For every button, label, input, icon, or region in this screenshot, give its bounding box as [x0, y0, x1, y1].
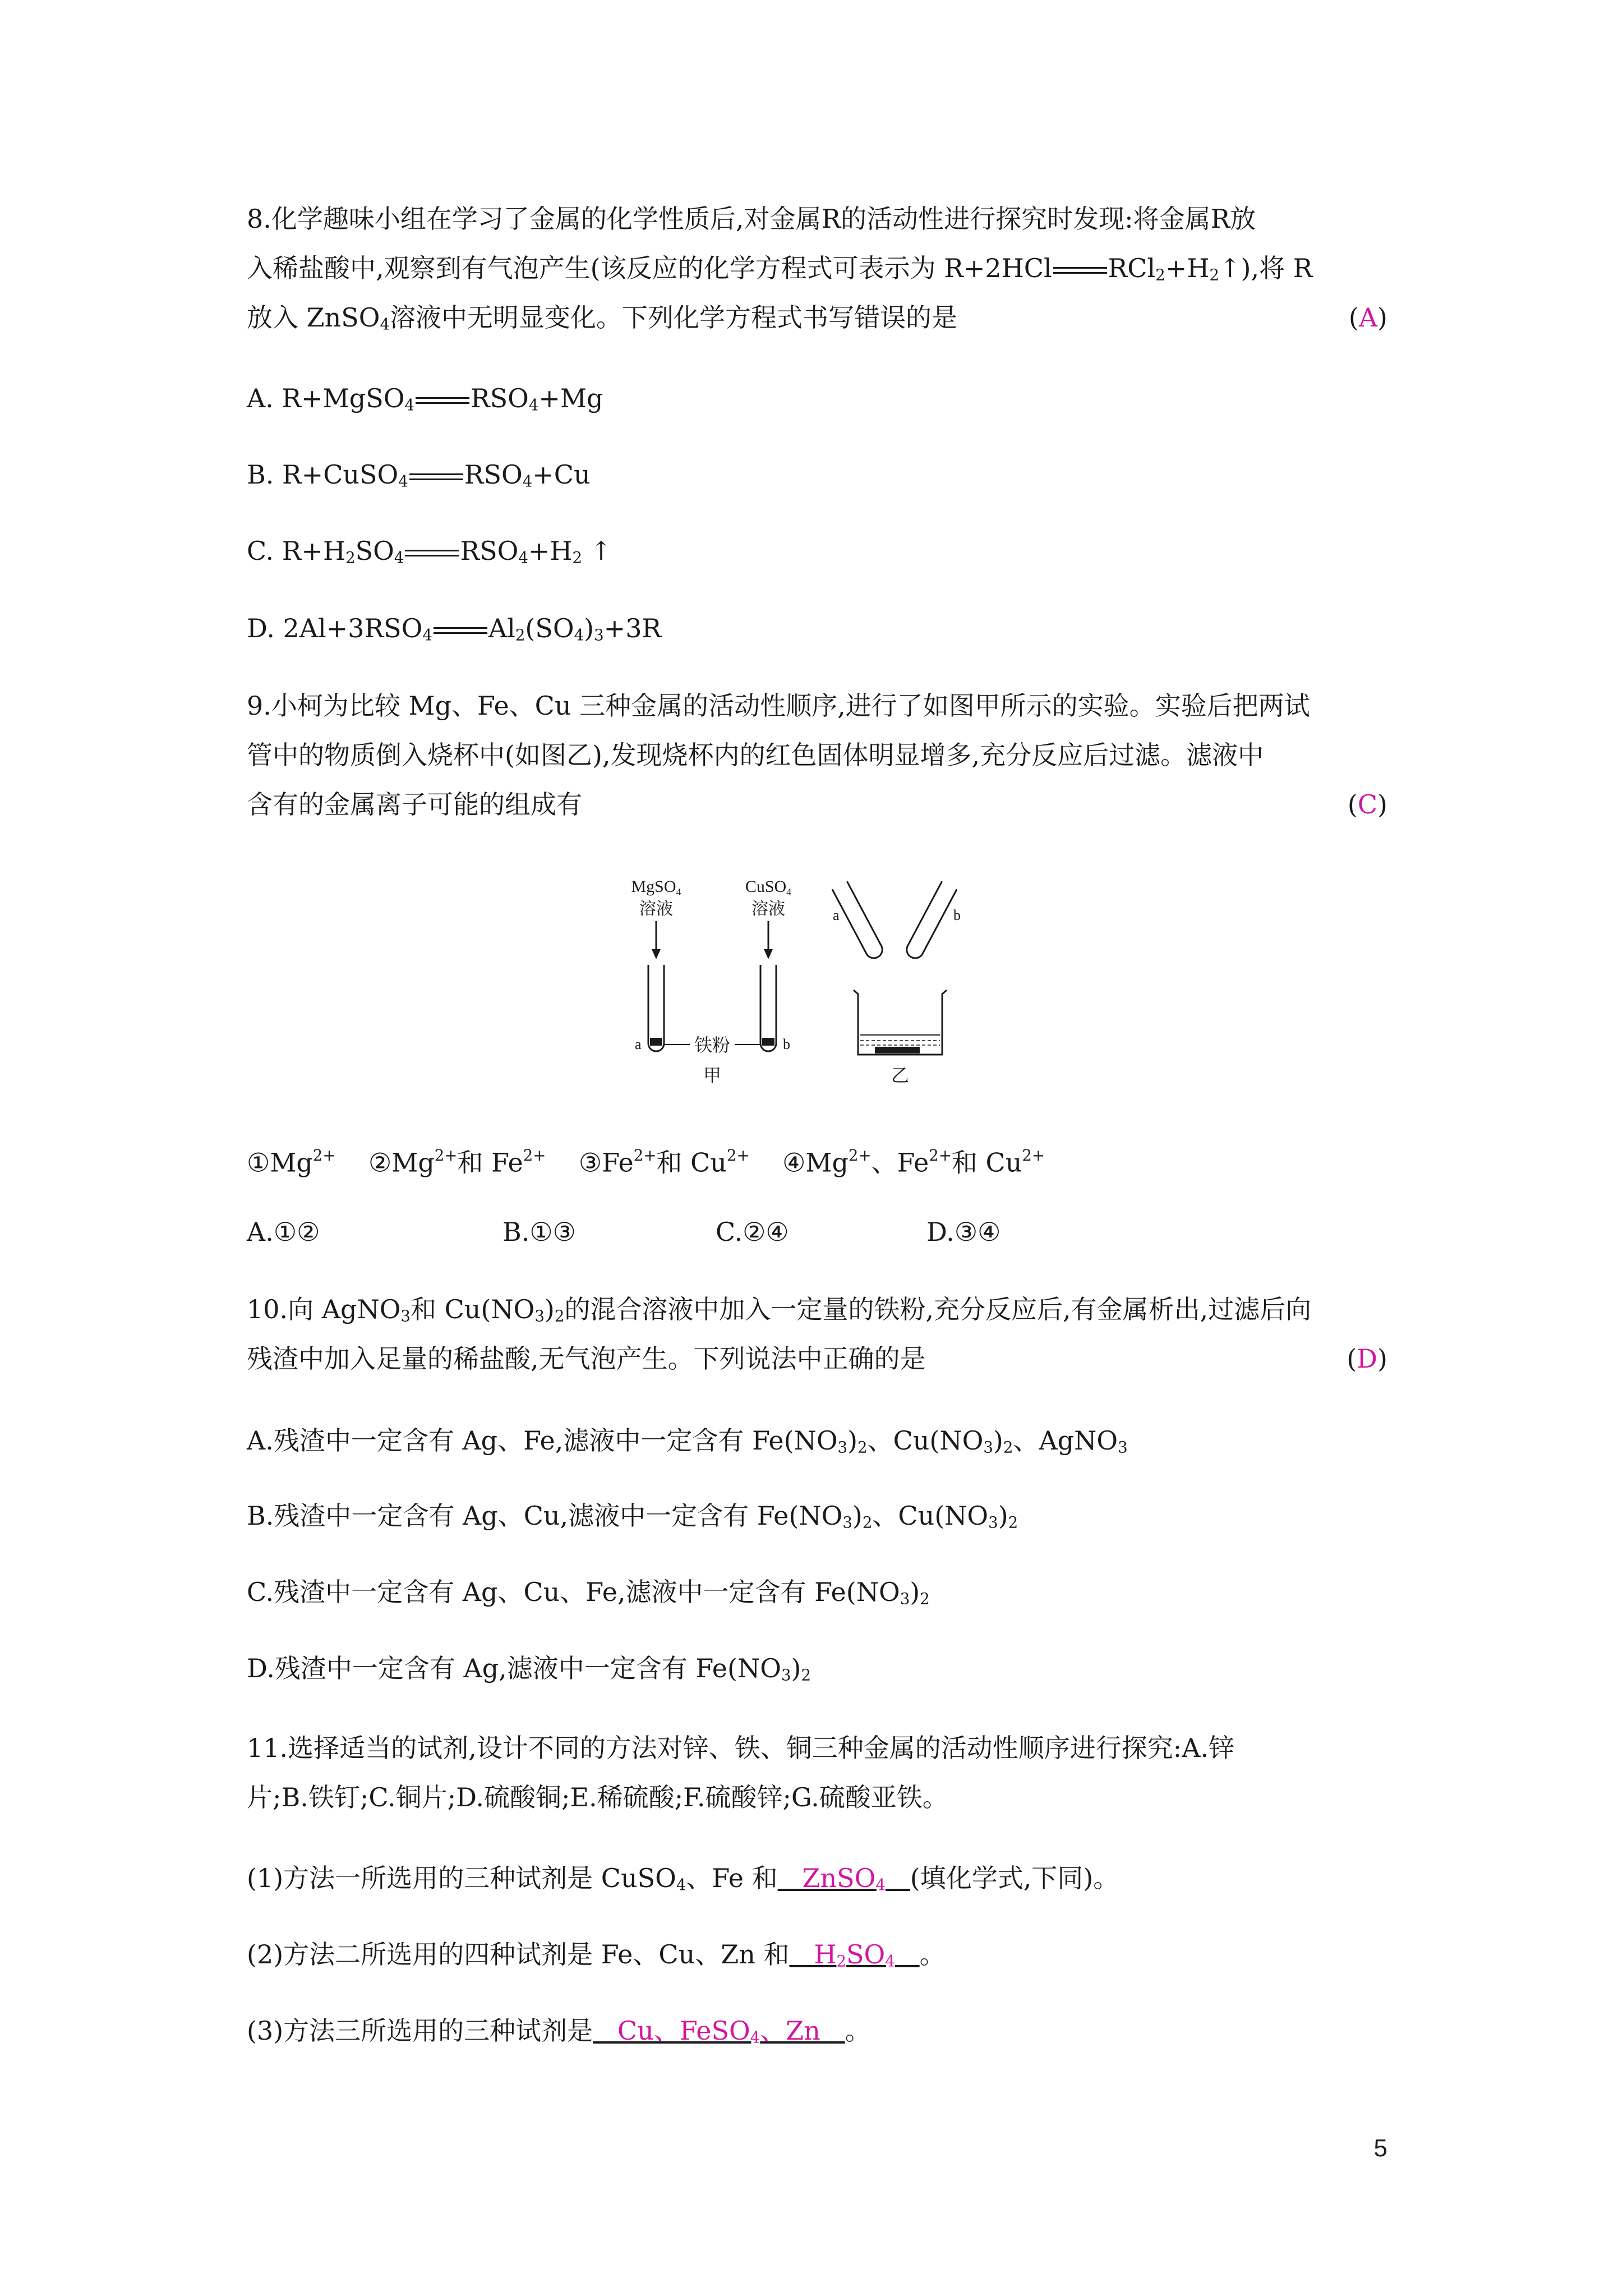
q8-optD-part4: ) — [584, 613, 594, 643]
q10-answer-letter: D — [1357, 1343, 1378, 1374]
q10-line2: 残渣中加入足量的稀盐酸,无气泡产生。下列说法中正确的是 — [247, 1343, 926, 1374]
q9-line3: 含有的金属离子可能的组成有 — [247, 789, 582, 820]
q10-option-a: A.残渣中一定含有 Ag、Fe,滤液中一定含有 $Fe(NO_3)_2$、$Cu(NO_3)_2$、AgNO$_3$ — [247, 1425, 1128, 1457]
q8-option-c: C. $R+H_2SO_4$ $RSO_4+H_2$ ↑ — [247, 536, 612, 567]
combo-4: ④Mg — [782, 1147, 849, 1178]
label-left-solution: 溶液 — [639, 900, 673, 918]
q10-optB-cu: 、Cu(NO — [872, 1501, 989, 1531]
q8-line3-rest: 溶液中无明显变化。下列化学方程式书写错误的是 — [390, 302, 957, 333]
combo-2-rest: 和 Fe — [457, 1147, 523, 1178]
combo-1: ①Mg — [247, 1147, 313, 1178]
q11-p2-text: (2)方法二所选用的四种试剂是 Fe、Cu、Zn 和 — [247, 1939, 790, 1970]
tilted-tube-b — [904, 881, 957, 961]
q10-option-d: D.残渣中一定含有 Ag,滤液中一定含有 $Fe(NO_3)_2$ — [247, 1653, 811, 1685]
q8-optC-part2: SO — [355, 536, 394, 566]
q8-answer: (A) — [1348, 302, 1387, 333]
q8-line2-h: +H — [1165, 253, 1210, 283]
q11-part1: (1)方法一所选用的三种试剂是 CuSO$_4$、Fe 和 ZnSO$_4$ (填化学式,下同)。 — [247, 1863, 1119, 1894]
label-mgso4: MgSO$_4$ — [631, 877, 681, 898]
q11-p1-fe: 、Fe 和 — [686, 1863, 778, 1893]
q10-line1-d: 的混合溶液中加入一定量的铁粉,充分反应后,有金属析出,过滤后向 — [564, 1294, 1312, 1324]
red-solid — [875, 1047, 920, 1053]
q9-option-d: D.③④ — [926, 1217, 1001, 1247]
q8-line3: 放入 ZnSO$_4$溶液中无明显变化。下列化学方程式书写错误的是 — [247, 302, 957, 334]
label-a: a — [635, 1036, 642, 1052]
q9-line2: 管中的物质倒入烧杯中(如图乙),发现烧杯内的红色固体明显增多,充分反应后过滤。滤液中 — [247, 740, 1264, 770]
q8-optA-part1: A. R+MgSO — [247, 383, 405, 413]
arrow-down-icon — [652, 949, 661, 959]
q11-part2 — [247, 1938, 1387, 1978]
q8-line3-text: 放入 ZnSO — [247, 302, 380, 333]
q8-optD-part3: (SO — [525, 613, 574, 643]
q8-option-d: D. $2Al+3RSO_4$ $Al_2(SO_4)_3+3R$ — [247, 613, 662, 645]
label-cuso4: CuSO$_4$ — [745, 877, 792, 898]
q8-line2: 入稀盐酸中,观察到有气泡产生(该反应的化学方程式可表示为 R+2HCl $RCl_2+H_2↑$),将 R — [247, 253, 1313, 284]
q11-p2-end: 。 — [919, 1939, 946, 1970]
q10-line1-a: 10.向 AgNO — [247, 1294, 401, 1324]
combo-4-fe: 、Fe — [871, 1147, 929, 1178]
label-tilted-a: a — [833, 907, 840, 923]
combo-2: ②Mg — [368, 1147, 435, 1178]
q8-optC-part4: +H — [528, 536, 573, 566]
q8-optC-part3: RSO — [460, 536, 519, 566]
q10-option-b: B.残渣中一定含有 Ag、Cu,滤液中一定含有 $Fe(NO_3)_2$、$Cu(NO_3)_2$ — [247, 1501, 1018, 1532]
q10-line1: 10.向 AgNO$_3$和 $Cu(NO_3)_2$的混合溶液中加入一定量的铁粉,充分反应后,有金属析出,过滤后向 — [247, 1294, 1312, 1326]
q11-p1-text: (1)方法一所选用的三种试剂是 CuSO — [247, 1863, 676, 1893]
combo-3: ③Fe — [578, 1147, 634, 1178]
q11-p2-answer-h: H — [814, 1939, 837, 1970]
tilted-tube-a — [832, 881, 886, 961]
label-right-solution: 溶液 — [751, 900, 785, 918]
q8-optD-part5: +3R — [603, 613, 662, 643]
q8-optB-part1: B. R+CuSO — [247, 459, 399, 490]
q10-optB-text: B.残渣中一定含有 Ag、Cu,滤液中一定含有 Fe(NO — [247, 1501, 843, 1531]
q11-p3-answer-a: Cu、FeSO — [617, 2016, 750, 2046]
q8-optD-part1: D. 2Al+3RSO — [247, 613, 423, 643]
q10-optA-text: A.残渣中一定含有 Ag、Fe,滤液中一定含有 Fe(NO — [247, 1425, 838, 1456]
q10-option-c: C.残渣中一定含有 Ag、Cu、Fe,滤液中一定含有 $Fe(NO_3)_2$ — [247, 1577, 930, 1608]
q8-optC-part1: C. R+H — [247, 536, 346, 566]
equals-sign — [434, 627, 487, 634]
label-tilted-b: b — [953, 907, 961, 923]
q9-option-a: A.①② — [247, 1217, 320, 1247]
equals-sign — [416, 397, 469, 404]
q10-optC-text: C.残渣中一定含有 Ag、Cu、Fe,滤液中一定含有 Fe(NO — [247, 1577, 900, 1607]
arrow-down-icon — [764, 949, 773, 959]
label-iron-powder: 铁粉 — [694, 1035, 731, 1055]
q10-optA-ag: 、AgNO — [1013, 1425, 1118, 1456]
combo-4-cu: 和 Cu — [951, 1147, 1022, 1178]
equals-sign — [1053, 267, 1107, 274]
q9-option-c: C.②④ — [716, 1217, 789, 1247]
q11-p1-blank: ZnSO$_4$ — [802, 1863, 886, 1894]
equals-sign — [409, 473, 463, 480]
q11-line1: 11.选择适当的试剂,设计不同的方法对锌、铁、铜三种金属的活动性顺序进行探究:A.锌 — [247, 1733, 1235, 1763]
q8-optA-part2: RSO — [470, 383, 529, 413]
q11-line2: 片;B.铁钉;C.铜片;D.硫酸铜;E.稀硫酸;F.硫酸锌;G.硫酸亚铁。 — [247, 1782, 948, 1812]
q9-ion-combos: $①Mg^{2+}$ $②Mg^{2+}$和 $Fe^{2+}$ $③Fe^{2+}$和 $Cu^{2+}$ $④Mg^{2+}$、$Fe^{2+}$和 $Cu^{2+}$ — [247, 1146, 1045, 1178]
q8-option-b: B. R+CuSO$_4$ $RSO_4+Cu$ — [247, 459, 591, 491]
experiment-figure — [594, 875, 987, 1111]
q9-answer: (C) — [1347, 789, 1387, 820]
q8-optB-part3: +Cu — [532, 459, 591, 490]
q8-line2-end: ↑),将 R — [1219, 253, 1313, 283]
label-jia: 甲 — [703, 1065, 722, 1085]
q10-answer: (D) — [1347, 1343, 1387, 1374]
q11-p2-blank: $H_2SO_4$ — [814, 1939, 895, 1971]
label-yi: 乙 — [891, 1065, 910, 1085]
q11-p3-text: (3)方法三所选用的三种试剂是 — [247, 2016, 593, 2046]
q10-line1-c: ) — [544, 1294, 555, 1324]
label-b: b — [783, 1036, 790, 1052]
q8-answer-letter: A — [1358, 302, 1378, 333]
q8-optB-part2: RSO — [464, 459, 523, 490]
q9-option-b: B.①③ — [502, 1217, 576, 1247]
q8-line2-text: 入稀盐酸中,观察到有气泡产生(该反应的化学方程式可表示为 R+2HCl — [247, 253, 1052, 283]
q11-p2-answer-so: SO — [846, 1939, 886, 1970]
q8-optA-part3: +Mg — [538, 383, 603, 413]
q10-line1-b: 和 Cu(NO — [410, 1294, 535, 1324]
q11-p3-answer-b: 、Zn — [760, 2016, 820, 2046]
q10-optA-cu: 、Cu(NO — [867, 1425, 984, 1456]
q8-line1: 8.化学趣味小组在学习了金属的化学性质后,对金属R的活动性进行探究时发现:将金属R放 — [247, 204, 1256, 234]
q9-answer-letter: C — [1357, 789, 1378, 820]
equals-sign — [405, 550, 459, 556]
q10-optD-text: D.残渣中一定含有 Ag,滤液中一定含有 Fe(NO — [247, 1653, 781, 1683]
combo-3-rest: 和 Cu — [656, 1147, 727, 1178]
q11-p3-end: 。 — [845, 2016, 871, 2046]
q11-p3-blank: Cu、FeSO$_4$、Zn — [617, 2016, 820, 2047]
q11-part3 — [247, 2014, 1387, 2055]
q8-option-a: A. R+MgSO$_4$ $RSO_4+Mg$ — [247, 383, 603, 415]
q8-optD-part2: Al — [488, 613, 515, 643]
q8-optC-part5: ↑ — [590, 536, 612, 566]
q9-line1: 9.小柯为比较 Mg、Fe、Cu 三种金属的活动性顺序,进行了如图甲所示的实验。实验后把两试 — [247, 691, 1310, 721]
q8-line2-rcl: RCl — [1108, 253, 1156, 283]
q11-p1-end: (填化学式,下同)。 — [910, 1863, 1119, 1893]
page-number: 5 — [1373, 2134, 1387, 2162]
q11-p1-answer: ZnSO — [802, 1863, 876, 1893]
